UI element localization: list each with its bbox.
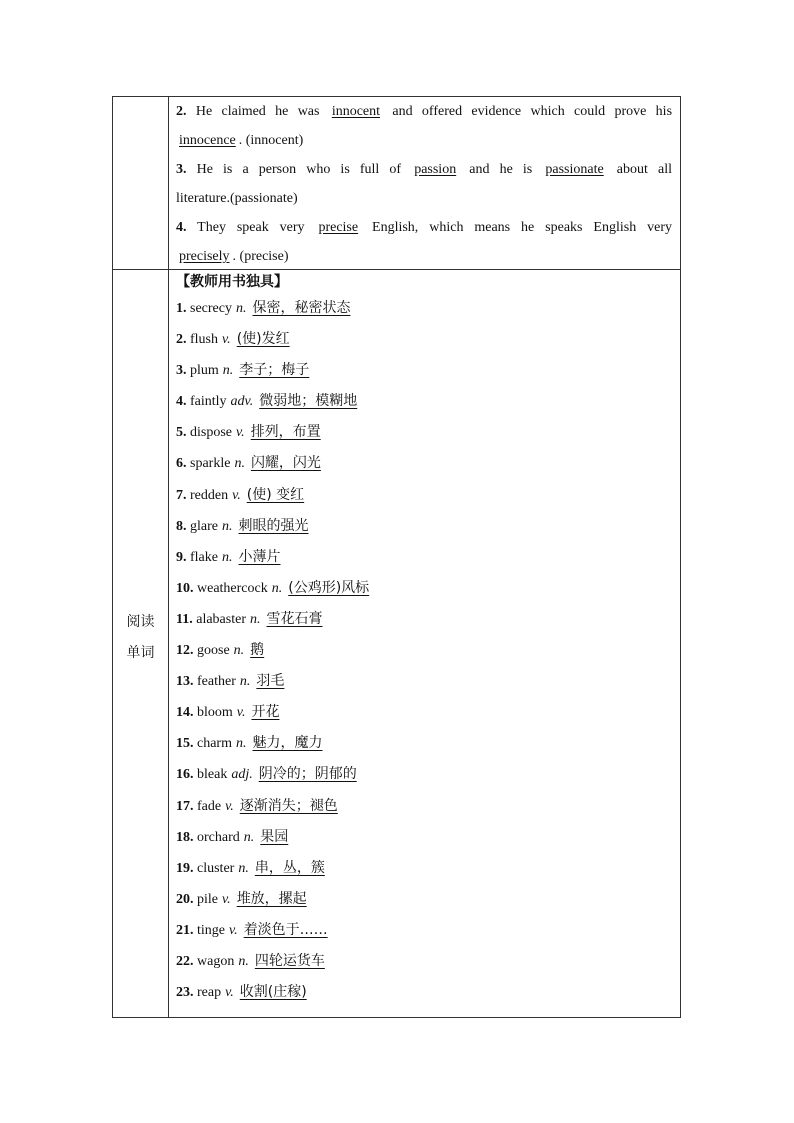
vocab-number: 1. xyxy=(176,301,187,316)
vocab-definition: 刺眼的强光 xyxy=(238,517,309,534)
vocab-item xyxy=(176,822,672,853)
vocab-pos: n. xyxy=(222,363,234,379)
vocab-item xyxy=(176,386,672,417)
vocab-definition: 雪花石膏 xyxy=(266,610,323,627)
vocab-pos: v. xyxy=(222,332,231,348)
vocab-number: 10. xyxy=(176,580,194,596)
vocab-pos: v. xyxy=(225,798,234,814)
vocab-item xyxy=(176,791,672,822)
vocab-word: orchard xyxy=(197,829,240,845)
vocab-definition: 着淡色于…… xyxy=(243,921,328,938)
vocab-number: 17. xyxy=(176,798,194,814)
vocab-number: 7. xyxy=(176,487,187,503)
vocab-item xyxy=(176,759,672,790)
vocab-word: pile xyxy=(197,891,218,907)
answer-blank: innocence xyxy=(179,133,236,148)
vocab-pos: n. xyxy=(221,549,233,565)
vocab-number: 16. xyxy=(176,767,194,783)
vocab-number: 15. xyxy=(176,736,194,752)
vocab-word: glare xyxy=(190,518,218,534)
teacher-header: 【教师用书独具】 xyxy=(176,274,288,290)
vocab-word: weathercock xyxy=(197,580,268,596)
vocab-item xyxy=(176,946,672,977)
column-divider xyxy=(168,97,169,1017)
vocab-number: 14. xyxy=(176,705,194,721)
vocab-definition: 逐渐消失；褪色 xyxy=(239,797,338,814)
vocab-definition: 堆放，摞起 xyxy=(236,890,307,907)
vocab-number: 18. xyxy=(176,829,194,845)
vocab-pos: v. xyxy=(232,487,241,503)
vocab-number: 4. xyxy=(176,394,187,410)
vocab-items xyxy=(176,293,672,1008)
vocab-word: fade xyxy=(197,798,222,814)
vocab-word: bleak xyxy=(197,767,228,783)
vocab-number: 3. xyxy=(176,363,187,379)
vocab-word: feather xyxy=(197,674,236,690)
vocab-definition: 收割(庄稼) xyxy=(239,984,307,1001)
vocab-pos: n. xyxy=(249,611,261,627)
exercise-block xyxy=(176,97,672,271)
vocab-number: 9. xyxy=(176,549,187,565)
vocab-item xyxy=(176,915,672,946)
vocab-definition: 魅力，魔力 xyxy=(252,735,323,752)
vocab-definition: 果园 xyxy=(260,828,289,845)
vocab-pos: adj. xyxy=(231,767,253,783)
vocab-item xyxy=(176,324,672,355)
vocab-definition: 保密，秘密状态 xyxy=(252,300,351,316)
vocab-pos: n. xyxy=(239,674,251,690)
vocab-item xyxy=(176,480,672,511)
vocab-definition: 李子；梅子 xyxy=(239,362,310,379)
vocab-pos: v. xyxy=(236,425,245,441)
answer-blank: precisely xyxy=(179,249,230,264)
vocab-definition: (公鸡形)风标 xyxy=(288,579,370,596)
vocab-definition: 闪耀，闪光 xyxy=(250,455,321,472)
vocab-pos: n. xyxy=(233,643,245,659)
vocab-definition: 小薄片 xyxy=(238,548,281,565)
vocab-word: goose xyxy=(197,643,230,659)
vocab-pos: n. xyxy=(271,580,283,596)
vocab-item xyxy=(176,604,672,635)
vocab-word: alabaster xyxy=(196,611,246,627)
vocab-number: 12. xyxy=(176,643,194,659)
vocab-word: sparkle xyxy=(190,456,231,472)
vocab-number: 5. xyxy=(176,425,187,441)
vocab-number: 23. xyxy=(176,985,194,1001)
exercise-2-line-2: innocence . (innocent) xyxy=(176,126,672,155)
vocab-word: tinge xyxy=(197,922,225,938)
vocab-item xyxy=(176,542,672,573)
vocab-list xyxy=(176,271,672,1008)
vocab-pos: v. xyxy=(229,922,238,938)
vocab-pos: n. xyxy=(235,301,247,316)
vocab-number: 11. xyxy=(176,611,193,627)
vocab-item xyxy=(176,448,672,479)
vocab-word: wagon xyxy=(197,953,235,969)
vocab-word: cluster xyxy=(197,860,235,876)
vocab-word: reap xyxy=(197,985,222,1001)
vocab-number: 8. xyxy=(176,518,187,534)
vocab-definition: 串，丛，簇 xyxy=(254,859,325,876)
vocab-definition: 四轮运货车 xyxy=(254,952,325,969)
vocab-item xyxy=(176,697,672,728)
vocab-item xyxy=(176,977,672,1008)
vocab-pos: v. xyxy=(236,705,246,721)
vocab-number: 2. xyxy=(176,332,187,348)
section-label xyxy=(113,607,168,669)
vocab-pos: v. xyxy=(222,891,231,907)
vocab-pos: n. xyxy=(235,736,247,752)
vocab-pos: n. xyxy=(221,518,233,534)
vocab-word: charm xyxy=(197,736,232,752)
vocab-word: secrecy xyxy=(190,301,232,316)
vocab-item xyxy=(176,635,672,666)
vocab-word: bloom xyxy=(197,705,233,721)
vocab-item xyxy=(176,666,672,697)
vocabulary-table xyxy=(112,96,681,1018)
exercise-4-line-2: precisely . (precise) xyxy=(176,242,672,271)
vocab-pos: v. xyxy=(225,985,234,1001)
answer-blank: precise xyxy=(318,220,359,235)
vocab-definition: 开花 xyxy=(251,704,280,721)
vocab-item xyxy=(176,853,672,884)
exercise-3-line-1: 3. He is a person who is full of passion and he is passionate about all xyxy=(176,162,673,177)
vocab-item xyxy=(176,573,672,604)
vocab-number: 20. xyxy=(176,891,194,907)
vocab-pos: adv. xyxy=(230,394,254,410)
section-label-line-1: 阅读 xyxy=(126,614,155,630)
vocab-word: flush xyxy=(190,332,218,348)
vocab-definition: 阴冷的；阴郁的 xyxy=(258,766,357,783)
vocab-definition: (使) 变红 xyxy=(246,486,305,503)
vocab-item xyxy=(176,511,672,542)
vocab-number: 22. xyxy=(176,953,194,969)
answer-blank: passion xyxy=(414,162,457,177)
vocab-word: plum xyxy=(190,363,219,379)
vocab-definition: (使)发红 xyxy=(236,331,290,348)
vocab-pos: n. xyxy=(238,953,249,969)
vocab-word: redden xyxy=(190,487,229,503)
vocab-definition: 微弱地；模糊地 xyxy=(259,393,358,410)
vocab-word: flake xyxy=(190,549,218,565)
vocab-item xyxy=(176,728,672,759)
vocab-item xyxy=(176,293,672,324)
vocab-word: dispose xyxy=(190,425,232,441)
vocab-item xyxy=(176,417,672,448)
vocab-pos: n. xyxy=(243,829,255,845)
vocab-definition: 羽毛 xyxy=(256,673,285,690)
vocab-number: 6. xyxy=(176,456,187,472)
vocab-number: 19. xyxy=(176,860,194,876)
vocab-pos: n. xyxy=(234,456,245,472)
vocab-definition: 排列，布置 xyxy=(250,424,321,441)
vocab-item xyxy=(176,355,672,386)
vocab-item xyxy=(176,884,672,915)
vocab-number: 21. xyxy=(176,922,194,938)
exercise-4-line-1: 4. They speak very precise English, which means he speaks English very xyxy=(176,220,672,235)
answer-blank: innocent xyxy=(331,104,381,119)
vocab-number: 13. xyxy=(176,674,194,690)
section-label-line-2: 单词 xyxy=(126,645,155,661)
answer-blank: passionate xyxy=(545,162,604,177)
exercise-3-line-2: literature.(passionate) xyxy=(176,191,298,206)
vocab-pos: n. xyxy=(238,860,249,876)
vocab-definition: 鹅 xyxy=(250,642,265,659)
exercise-2-line-1: 2. He claimed he was innocent and offered evidence which could prove his xyxy=(176,104,673,119)
vocab-word: faintly xyxy=(190,394,227,410)
